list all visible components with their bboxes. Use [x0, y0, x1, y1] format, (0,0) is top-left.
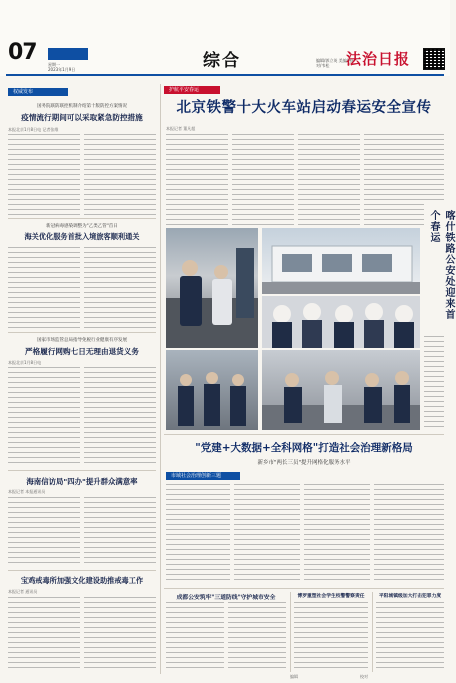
article2-body-col1: [8, 247, 80, 329]
main-byline: 本报记者 董凡超: [166, 126, 196, 131]
editor-credits: 编辑/郭立英 美编/ 校对/韦松: [316, 58, 354, 68]
feature-body-col1: [166, 484, 230, 584]
divider: [8, 570, 156, 571]
photo-patrol-figures: [262, 350, 420, 430]
qr-code-icon: [423, 48, 445, 70]
photo-train-building: [262, 228, 420, 294]
divider: [8, 470, 156, 471]
article1-title: 疫情流行期间可以采取紧急防控措施: [21, 113, 143, 122]
side-body-top: [424, 134, 444, 204]
tag-label: 权威发布: [13, 89, 34, 95]
masthead-rule: [6, 74, 444, 76]
article4-title: 海南信访局"四办"提升群众满意率: [26, 477, 138, 486]
masthead: [0, 0, 450, 76]
article5-byline: 本报记者 通讯员: [8, 589, 38, 594]
article2-title: 海关优化服务首批入境旅客顺利通关: [24, 232, 140, 241]
date-full: 2023年1月9日: [48, 67, 76, 72]
section-tag-governance: [166, 472, 240, 480]
footer-editor: 编辑: [290, 674, 298, 679]
divider: [164, 588, 444, 589]
bottom-story1-col2: [228, 602, 286, 668]
article5-body-col1: [8, 597, 80, 671]
section-tag-spring-travel: [164, 86, 220, 94]
divider: [8, 218, 156, 219]
photo-crowd: [262, 296, 420, 348]
article2-body-col2: [84, 247, 156, 329]
side-body-bottom: [424, 336, 444, 430]
article1-body-col2: [84, 134, 156, 216]
article5-title: 宝鸡戒毒所加强文化建设助推戒毒工作: [20, 576, 144, 585]
bottom-story3-title: 平阳城镇级加大打击犯罪力度: [378, 594, 442, 599]
feature-subheadline: 新乡市"两长三员"提升网格化服务水平: [257, 460, 351, 466]
date-weekday: 星期一: [48, 62, 60, 67]
photo-building-outline: [262, 228, 420, 294]
footer-proofreader: 校对: [360, 674, 368, 679]
article4-byline: 本报记者 本报通讯员: [8, 489, 46, 494]
feature-body-col2: [234, 484, 300, 584]
main-headline: 北京铁警十大火车站启动春运安全宣传: [176, 100, 432, 116]
divider: [164, 434, 444, 435]
bottom-story1-col1: [166, 602, 224, 668]
feature-body-col3: [304, 484, 370, 584]
photo-police-station: [166, 228, 258, 348]
divider: [290, 592, 291, 672]
divider: [372, 592, 373, 672]
article2-subtitle: 新冠病毒感染调整为"乙类乙管"首日: [46, 224, 118, 229]
newspaper-logo: 法治日报: [346, 50, 411, 68]
article3-byline: 本报北京1月8日电: [8, 360, 42, 365]
main-body-col2: [232, 134, 294, 226]
divider: [8, 332, 156, 333]
main-body-col1: [166, 134, 228, 226]
main-body-col4: [364, 134, 424, 226]
section-title: 综合: [203, 51, 241, 71]
article4-body-col1: [8, 497, 80, 567]
photo-crowd-figures: [262, 296, 420, 348]
article1-subtitle: 国务院联防联控机制介绍第十版防控方案情况: [37, 104, 127, 109]
tag-label: 市域社会治理创新三题: [171, 473, 222, 479]
bottom-story2-body: [294, 602, 368, 668]
main-body-col3: [298, 134, 360, 226]
article3-body-col1: [8, 367, 80, 467]
bottom-story1-title: 成都公安筑牢"三道防线"守护城市安全: [176, 595, 276, 601]
page-number-bar: [48, 48, 88, 60]
photo-station-patrol: [262, 350, 420, 430]
article3-body-col2: [84, 367, 156, 467]
article1-body-col1: [8, 134, 80, 216]
page-number: 07: [8, 40, 37, 65]
feature-body-col4: [374, 484, 444, 584]
article3-title: 严格履行网购七日无理由退货义务: [25, 347, 139, 356]
date-box: [48, 62, 75, 72]
photo-officers-figures: [166, 350, 258, 430]
tag-label: 护航平安春运: [169, 87, 200, 93]
photo-officers-hall: [166, 350, 258, 430]
article4-body-col2: [84, 497, 156, 567]
bottom-story3-body: [376, 602, 444, 668]
article5-body-col2: [84, 597, 156, 671]
bottom-story2-title: 博罗重塑社会学生校警警察责任: [297, 594, 365, 599]
section-tag-authority: [8, 88, 68, 96]
article3-subtitle: 国家市场监管总局指导免税行业健康有序发展: [37, 338, 127, 343]
photo-police-figures: [166, 228, 258, 348]
column-divider: [160, 84, 161, 674]
feature-headline: "党建+大数据+全科网格"打造社会治理新格局: [195, 442, 413, 454]
side-vertical-headline: 喀什铁路公安处迎来首个春运: [428, 210, 454, 320]
article1-byline: 本报北京1月8日电 记者张维: [8, 127, 59, 132]
